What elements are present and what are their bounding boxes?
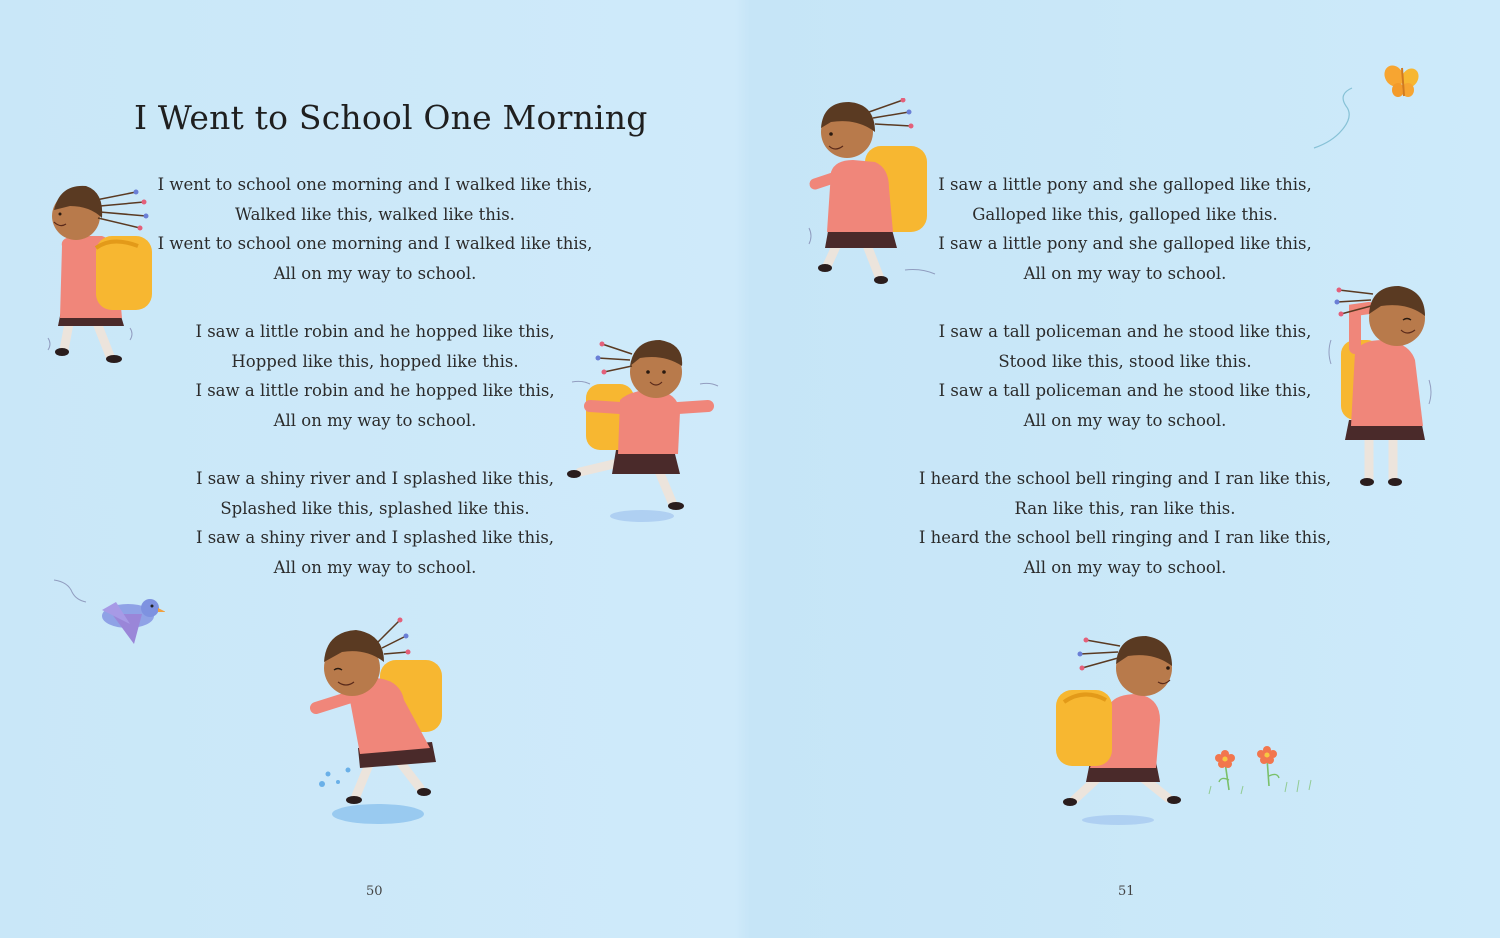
poem-line: Ran like this, ran like this. [1014,498,1236,518]
poem-line: I went to school one morning and I walked like this, [157,234,593,253]
girl-splashing-illustration [308,612,453,832]
poem-line: I heard the school bell ringing and I ran like this, [918,528,1332,547]
poem-line: Galloped like this, galloped like this. [972,204,1278,224]
poem-line: I saw a little pony and she galloped like this, [938,175,1312,194]
poem-line: Hopped like this, hopped like this. [231,351,519,371]
poem-line: I saw a tall policeman and he stood like this, [938,381,1312,400]
butterfly-illustration [1312,60,1427,155]
poem-title: I Went to School One Morning [134,98,648,137]
girl-standing-illustration [1325,280,1440,490]
poem-line: I saw a little robin and he hopped like this, [195,322,555,341]
flowers-illustration [1205,740,1317,800]
girl-galloping-illustration [805,98,945,293]
poem-line: Walked like this, walked like this. [235,204,515,224]
stanza-6 [900,464,1350,582]
poem-line: Stood like this, stood like this. [998,351,1252,371]
poem-line: I saw a shiny river and I splashed like this, [195,469,555,488]
poem-line: I saw a little robin and he hopped like this, [195,381,555,400]
poem-line: I heard the school bell ringing and I ran like this, [918,469,1332,488]
poem-line: All on my way to school. [1023,557,1227,577]
poem-line: All on my way to school. [273,410,477,430]
stanza-3 [150,464,600,582]
poem-line: All on my way to school. [273,557,477,577]
stanza-4 [900,170,1350,288]
girl-walking-illustration [40,178,165,373]
poem-line: I saw a tall policeman and he stood like this, [938,322,1312,341]
poem-line: All on my way to school. [1023,410,1227,430]
girl-hopping-illustration [560,332,725,532]
poem-line: Splashed like this, splashed like this. [220,498,530,518]
girl-running-illustration [1050,628,1190,828]
poem-line: I saw a shiny river and I splashed like this, [195,528,555,547]
page-number-right: 51 [1118,884,1135,899]
poem-line: I went to school one morning and I walked like this, [157,175,593,194]
bird-illustration [50,574,165,649]
stanza-2 [150,317,600,435]
stanza-1 [150,170,600,288]
poem-line: All on my way to school. [273,263,477,283]
page-number-left: 50 [366,884,383,899]
poem-line: I saw a little pony and she galloped like this, [938,234,1312,253]
poem-line: All on my way to school. [1023,263,1227,283]
stanza-5 [900,317,1350,435]
